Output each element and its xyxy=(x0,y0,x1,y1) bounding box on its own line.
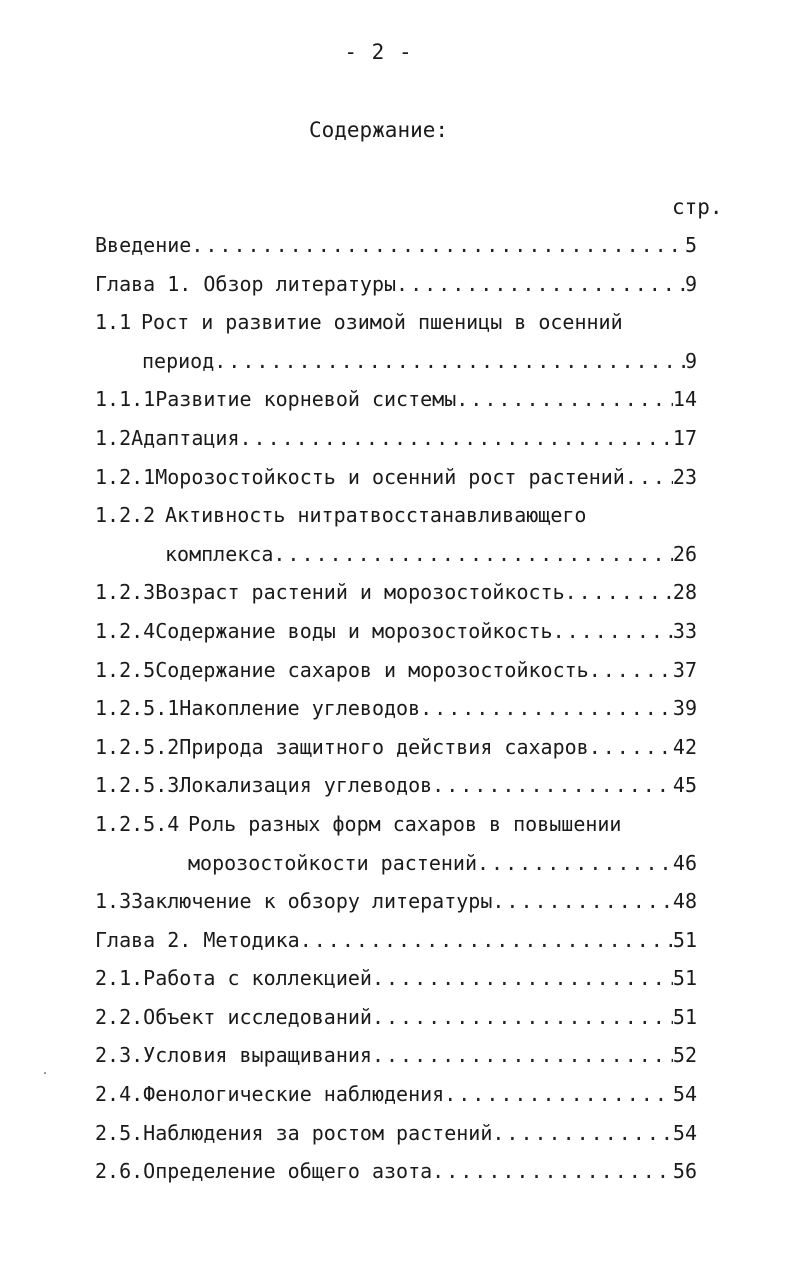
toc-entry-number: 1.2.2 xyxy=(95,503,156,528)
toc-entry-number: 1.2.5.4 xyxy=(95,811,180,836)
toc-entry-number: 2.6. xyxy=(95,1159,144,1184)
toc-entry-page: 51 xyxy=(672,1004,697,1029)
toc-entry-number: 2.4. xyxy=(95,1082,144,1107)
toc-entry-page: 54 xyxy=(672,1082,697,1107)
dot-leader xyxy=(589,734,673,760)
toc-entry-1-2-1 xyxy=(0,464,697,503)
toc-entry-page: 54 xyxy=(672,1120,697,1145)
toc-entry-number: 1.1.1 xyxy=(95,387,156,412)
toc-entry-1-2-5 xyxy=(0,657,697,696)
toc-entry-page: 48 xyxy=(672,889,697,914)
dot-leader xyxy=(191,232,685,258)
toc-entry-page: 37 xyxy=(672,657,697,682)
dot-leader xyxy=(492,888,673,914)
toc-entry-page: 28 xyxy=(672,580,697,605)
toc-entry-title: Наблюдения за ростом растений xyxy=(143,1120,493,1145)
toc-entry-2-2 xyxy=(0,1004,697,1043)
dot-leader xyxy=(432,1158,673,1184)
dot-leader xyxy=(565,579,673,605)
toc-entry-chapter-1 xyxy=(0,271,697,310)
toc-entry-1-2-2 xyxy=(0,502,697,541)
dot-leader xyxy=(273,541,673,567)
toc-entry-page: 9 xyxy=(684,271,697,296)
toc-entry-2-3 xyxy=(0,1042,697,1081)
toc-entry-page: 14 xyxy=(672,387,697,412)
toc-entry-2-6 xyxy=(0,1158,697,1197)
toc-entry-number: 1.2 xyxy=(95,425,132,450)
toc-entry-page: 26 xyxy=(672,541,697,566)
toc-entry-chapter-2 xyxy=(0,927,697,966)
dot-leader xyxy=(625,464,673,490)
toc-entry-number: 2.1. xyxy=(95,966,144,991)
toc-entry-number: 1.2.4 xyxy=(95,618,156,643)
toc-entry-1-2-5-1 xyxy=(0,695,697,734)
toc-entry-page: 33 xyxy=(672,618,697,643)
page-column-label: стр. xyxy=(672,195,723,219)
toc-entry-1-2-5-2 xyxy=(0,734,697,773)
toc-entry-number: 2.5. xyxy=(95,1120,144,1145)
toc-entry-page: 42 xyxy=(672,734,697,759)
toc-entry-page: 52 xyxy=(672,1043,697,1068)
toc-entry-2-4 xyxy=(0,1081,697,1120)
toc-entry-introduction xyxy=(0,232,697,271)
toc-entry-1-2-2-cont xyxy=(0,541,697,580)
toc-entry-page: 45 xyxy=(672,773,697,798)
toc-entry-title: Накопление углеводов xyxy=(179,696,421,721)
toc-entry-page: 51 xyxy=(672,966,697,991)
toc-entry-1-3 xyxy=(0,888,697,927)
toc-entry-page: 56 xyxy=(672,1159,697,1184)
toc-entry-title: морозостойкости растений xyxy=(188,850,477,875)
page-number: - 2 - xyxy=(344,40,413,64)
toc-entry-title: Объект исследований xyxy=(143,1004,372,1029)
toc-entry-title: Содержание воды и морозостойкость xyxy=(155,618,553,643)
dot-leader xyxy=(444,1081,673,1107)
toc-entry-number: 1.2.1 xyxy=(95,464,156,489)
toc-entry-title: Введение xyxy=(95,233,192,257)
dot-leader xyxy=(214,348,685,374)
toc-entry-title: Возраст растений и морозостойкость xyxy=(155,580,565,605)
toc-entry-number: 1.2.3 xyxy=(95,580,156,605)
toc-entry-title: Роль разных форм сахаров в повышении xyxy=(188,811,622,836)
toc-entry-number: 2.2. xyxy=(95,1004,144,1029)
dot-leader xyxy=(300,927,673,953)
toc-entry-1-1 xyxy=(0,309,697,348)
toc-entry-title: Глава 1. Обзор литературы xyxy=(95,271,397,296)
toc-entry-number: 1.1 xyxy=(95,310,132,335)
toc-entry-title: Определение общего азота xyxy=(143,1159,433,1184)
dot-leader xyxy=(432,772,673,798)
toc-entry-page: 39 xyxy=(672,696,697,721)
toc-entry-number: 1.2.5.1 xyxy=(95,696,180,721)
toc-entry-1-2-5-3 xyxy=(0,772,697,811)
toc-entry-title: комплекса xyxy=(165,541,274,566)
toc-entry-page: 51 xyxy=(672,927,697,952)
toc-entry-title: Природа защитного действия сахаров xyxy=(179,734,589,759)
dot-leader xyxy=(456,386,673,412)
dot-leader xyxy=(372,1004,673,1030)
toc-entry-1-2-4 xyxy=(0,618,697,657)
toc-entry-title: Рост и развитие озимой пшеницы в осенний xyxy=(141,310,623,335)
scan-speck xyxy=(44,1072,46,1074)
toc-entry-1-2 xyxy=(0,425,697,464)
table-of-contents xyxy=(0,232,797,1197)
toc-entry-title: Развитие корневой системы xyxy=(155,387,457,412)
toc-title: Содержание: xyxy=(308,118,449,142)
dot-leader xyxy=(492,1120,673,1146)
toc-entry-page: 17 xyxy=(672,425,697,450)
dot-leader xyxy=(477,850,673,876)
dot-leader xyxy=(240,425,673,451)
toc-entry-page: 46 xyxy=(672,850,697,875)
toc-entry-page: 23 xyxy=(672,464,697,489)
toc-entry-1-2-3 xyxy=(0,579,697,618)
toc-entry-title: период xyxy=(142,348,215,373)
toc-entry-title: Фенологические наблюдения xyxy=(143,1082,445,1107)
toc-entry-number: 2.3. xyxy=(95,1043,144,1068)
toc-entry-number: 1.2.5.2 xyxy=(95,734,180,759)
toc-entry-1-1-cont xyxy=(0,348,697,387)
toc-entry-page: 9 xyxy=(684,348,697,373)
dot-leader xyxy=(396,271,685,297)
toc-entry-1-2-5-4 xyxy=(0,811,697,850)
dot-leader xyxy=(372,1042,673,1068)
toc-entry-title: Локализация углеводов xyxy=(179,773,433,798)
toc-entry-title: Глава 2. Методика xyxy=(95,927,300,952)
toc-entry-title: Морозостойкость и осенний рост растений xyxy=(155,464,625,489)
dot-leader xyxy=(553,618,673,644)
toc-entry-number: 1.3 xyxy=(95,889,132,914)
toc-entry-number: 1.2.5.3 xyxy=(95,773,180,798)
dot-leader xyxy=(372,965,673,991)
toc-entry-title: Содержание сахаров и морозостойкость xyxy=(155,657,589,682)
toc-entry-2-1 xyxy=(0,965,697,1004)
toc-entry-title: Активность нитратвосстанавливающего xyxy=(165,503,587,528)
toc-entry-title: Заключение к обзору литературы xyxy=(131,889,493,914)
dot-leader xyxy=(589,657,673,683)
dot-leader xyxy=(420,695,673,721)
toc-entry-title: Условия выращивания xyxy=(143,1043,372,1068)
toc-entry-2-5 xyxy=(0,1120,697,1159)
toc-entry-1-2-5-4-cont xyxy=(0,850,697,889)
toc-entry-page: 5 xyxy=(684,233,697,257)
toc-entry-title: Работа с коллекцией xyxy=(143,966,372,991)
toc-entry-number: 1.2.5 xyxy=(95,657,156,682)
toc-entry-title: Адаптация xyxy=(131,425,240,450)
toc-entry-1-1-1 xyxy=(0,386,697,425)
